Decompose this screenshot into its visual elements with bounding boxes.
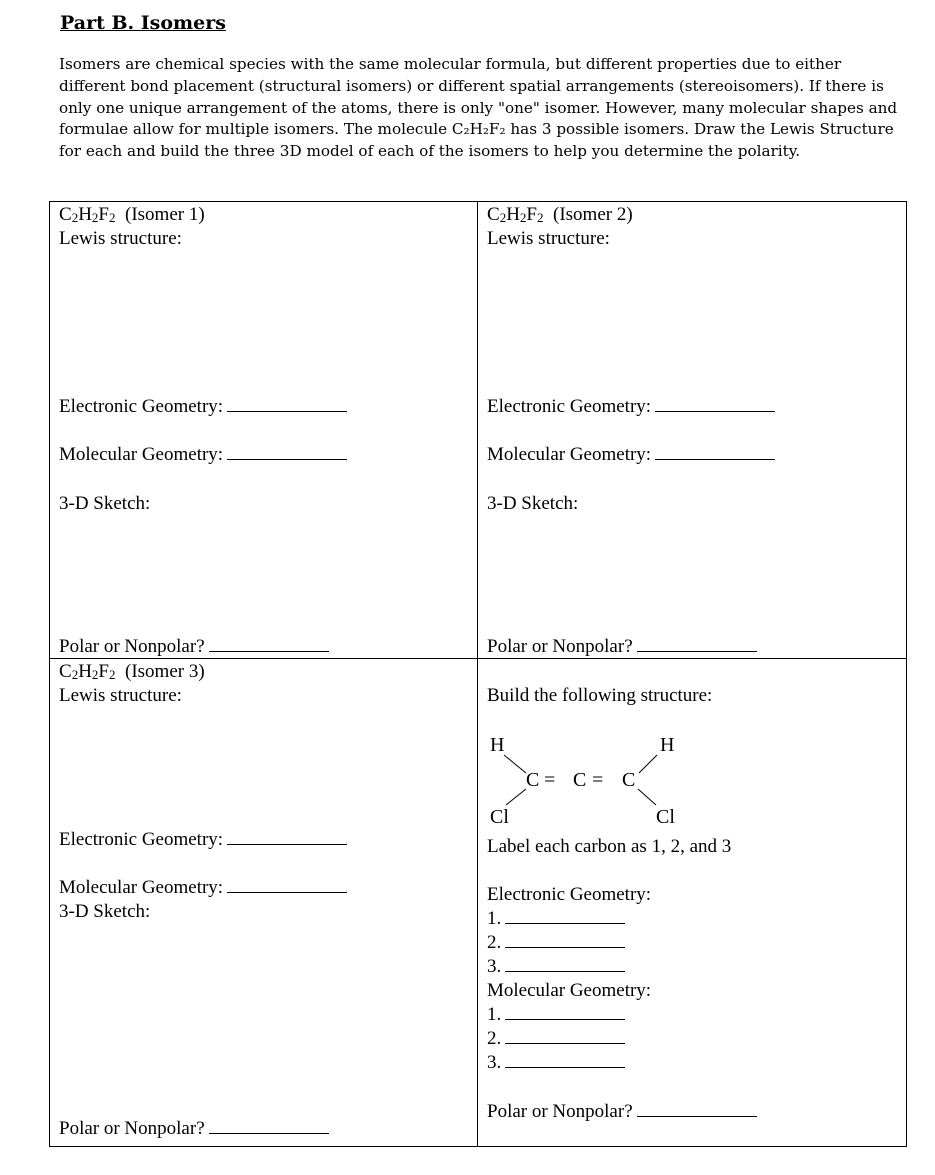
- isomer2-sketch-label: 3-D Sketch:: [487, 493, 579, 514]
- atom-c1: C: [526, 769, 540, 791]
- build-molecular-label: Molecular Geometry:: [487, 980, 652, 1001]
- build-electronic-label: Electronic Geometry:: [487, 884, 652, 905]
- build-electronic-item-2: 2.: [487, 932, 625, 954]
- bond-double-2: =: [592, 769, 604, 791]
- isomer2-polarity: Polar or Nonpolar?: [487, 636, 757, 658]
- isomer3-electronic-geometry: Electronic Geometry:: [59, 829, 347, 851]
- atom-h-right: H: [660, 734, 675, 756]
- isomer2-molecular-blank[interactable]: [655, 445, 775, 460]
- isomer2-title: $C_2H_2F_2$ (Isomer 2): [487, 204, 633, 225]
- isomer3-lewis-label: Lewis structure:: [59, 685, 182, 706]
- section-title: Part B. Isomers: [60, 12, 226, 34]
- build-molecular-blank-2[interactable]: [505, 1029, 625, 1044]
- isomer1-polar-blank[interactable]: [209, 637, 329, 652]
- grid-divider-horizontal: [49, 658, 907, 659]
- isomer3-molecular-blank[interactable]: [227, 878, 347, 893]
- isomer3-sketch-label: 3-D Sketch:: [59, 901, 151, 922]
- isomer1-lewis-label: Lewis structure:: [59, 228, 182, 249]
- build-heading: Build the following structure:: [487, 685, 713, 706]
- grid-divider-vertical: [477, 201, 478, 1147]
- build-molecular-item-1: 1.: [487, 1004, 625, 1026]
- isomer1-electronic-blank[interactable]: [227, 397, 347, 412]
- bond-c-cl-left: [506, 789, 526, 805]
- build-electronic-blank-2[interactable]: [505, 933, 625, 948]
- isomer2-electronic-blank[interactable]: [655, 397, 775, 412]
- isomer1-polarity: Polar or Nonpolar?: [59, 636, 329, 658]
- bond-double-1: =: [544, 769, 556, 791]
- build-molecular-item-2: 2.: [487, 1028, 625, 1050]
- build-electronic-blank-1[interactable]: [505, 909, 625, 924]
- isomer1-electronic-geometry: Electronic Geometry:: [59, 396, 347, 418]
- bond-h-c-right: [639, 755, 657, 773]
- build-electronic-blank-3[interactable]: [505, 957, 625, 972]
- isomer2-lewis-label: Lewis structure:: [487, 228, 610, 249]
- atom-h-left: H: [490, 734, 505, 756]
- bond-h-c-left: [504, 755, 526, 773]
- isomer3-polarity: Polar or Nonpolar?: [59, 1118, 329, 1140]
- build-electronic-item-3: 3.: [487, 956, 625, 978]
- isomer2-electronic-geometry: Electronic Geometry:: [487, 396, 775, 418]
- atom-c2: C: [573, 769, 587, 791]
- isomer1-molecular-geometry: Molecular Geometry:: [59, 444, 347, 466]
- isomer1-molecular-blank[interactable]: [227, 445, 347, 460]
- build-label-instruction: Label each carbon as 1, 2, and 3: [487, 836, 732, 857]
- atom-c3: C: [622, 769, 636, 791]
- intro-paragraph: Isomers are chemical species with the same molecular formula, but different properties due to either different bond placement (structural isomers) or different spatial arrangements (stereoisomers). If there is only one unique arrangement of the atoms, there is only "one" isomer. However, many molecular shapes and formulae allow for multiple isomers. The molecule C₂H₂F₂ has 3 possible isomers. Draw the Lewis Structure for each and build the three 3D model of each of the isomers to help you determine the polarity.: [59, 55, 898, 161]
- isomer3-title: $C_2H_2F_2$ (Isomer 3): [59, 661, 205, 682]
- atom-cl-right: Cl: [656, 806, 675, 828]
- build-polarity: Polar or Nonpolar?: [487, 1101, 757, 1123]
- isomer2-molecular-geometry: Molecular Geometry:: [487, 444, 775, 466]
- isomer1-title: $C_2H_2F_2$ (Isomer 1): [59, 204, 205, 225]
- isomer3-molecular-geometry: Molecular Geometry:: [59, 877, 347, 899]
- isomer3-electronic-blank[interactable]: [227, 830, 347, 845]
- allene-structure-diagram: [480, 725, 700, 835]
- bond-c-cl-right: [638, 789, 656, 805]
- build-polar-blank[interactable]: [637, 1102, 757, 1117]
- atom-cl-left: Cl: [490, 806, 509, 828]
- isomer2-polar-blank[interactable]: [637, 637, 757, 652]
- build-molecular-blank-1[interactable]: [505, 1005, 625, 1020]
- build-molecular-item-3: 3.: [487, 1052, 625, 1074]
- build-electronic-item-1: 1.: [487, 908, 625, 930]
- isomer3-polar-blank[interactable]: [209, 1119, 329, 1134]
- build-molecular-blank-3[interactable]: [505, 1053, 625, 1068]
- isomer1-sketch-label: 3-D Sketch:: [59, 493, 151, 514]
